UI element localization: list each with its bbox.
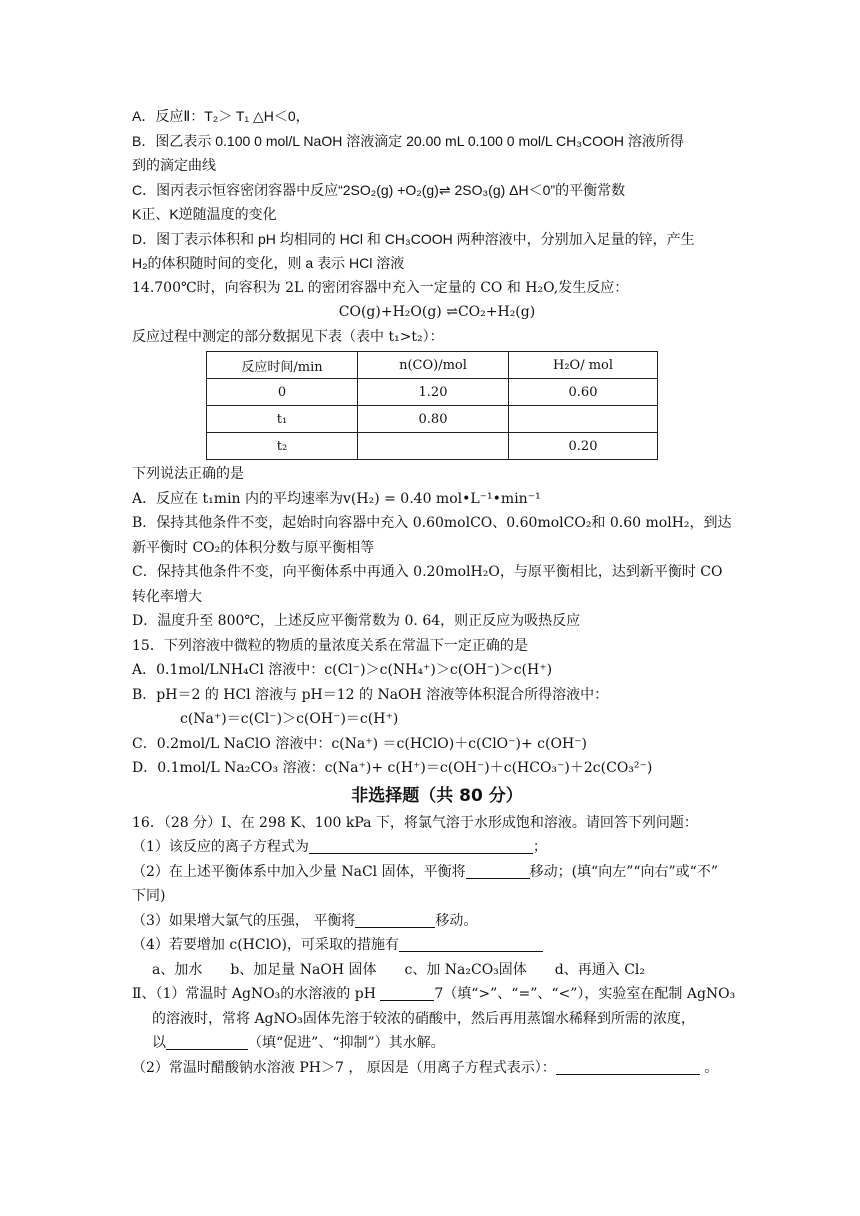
q13-option-c: C．图丙表示恒容密闭容器中反应“2SO₂(g) +O₂(g)⇌ 2SO₃(g) ΔH＜0”的平衡常数 — [132, 181, 626, 198]
q14-stem: 14.700℃时，向容积为 2L 的密闭容器中充入一定量的 CO 和 H₂O,发生反应： — [132, 279, 629, 296]
table-cell: t₂ — [207, 433, 358, 460]
q14-option-a: A．反应在 t₁min 内的平均速率为v(H₂) = 0.40 mol•L⁻¹•min⁻¹ — [132, 490, 541, 507]
q16-ii-part1-line3-text: 以 — [152, 1035, 166, 1051]
q16-part1 — [132, 835, 742, 860]
q14-equation: CO(g)+H₂O(g) ⇌CO₂+H₂(g) — [338, 304, 536, 320]
table-header-row — [207, 352, 658, 379]
q16-ii-part1-line3-end: （填“促进”、“抑制”）其水解。 — [248, 1035, 445, 1051]
q14-option-b: B．保持其他条件不变，起始时向容器中充入 0.60molCO、0.60molCO₂和 0.60 molH₂，到达 — [132, 515, 732, 531]
q16-ii-part2-end: 。 — [704, 1059, 719, 1076]
answer-blank[interactable] — [466, 864, 530, 879]
q13-option-a: A．反应Ⅱ：T₂＞ T₁ △H＜0， — [132, 108, 310, 124]
table-cell — [358, 433, 509, 460]
q14-data-table — [206, 351, 658, 460]
q14-option-d: D．温度升至 800℃，上述反应平衡常数为 0. 64，则正反应为吸热反应 — [132, 613, 581, 629]
q14-option-b-cont: 新平衡时 CO₂的体积分数与原平衡相等 — [132, 539, 375, 556]
q16-ii-part1-end: 7（填“>”、“=”、“<”），实验室在配制 AgNO₃ — [434, 986, 736, 1002]
q16-part4-text: （4）若要增加 c(HClO)，可采取的措施有 — [132, 937, 399, 953]
q16-part3-end: 移动。 — [435, 912, 478, 929]
q16-part2-end: 移动；(填“向左”“向右”或“不” — [529, 863, 718, 880]
table-header: H₂O/ mol — [509, 352, 658, 379]
table-row — [207, 433, 658, 460]
q13-option-b: B．图乙表示 0.100 0 mol/L NaOH 溶液滴定 20.00 mL 0.100 0 mol/L CH₃COOH 溶液所得 — [132, 132, 684, 149]
answer-blank[interactable] — [556, 1060, 700, 1075]
q16-ii-part1-text: Ⅱ、（1）常温时 AgNO₃的水溶液的 pH — [132, 986, 376, 1002]
table-header: n(CO)/mol — [358, 352, 509, 379]
q16-part4-options: a、加水 b、加足量 NaOH 固体 c、加 Na₂CO₃固体 d、再通入 Cl₂ — [152, 961, 646, 978]
q15-option-a: A．0.1mol/LNH₄Cl 溶液中：c(Cl⁻)＞c(NH₄⁺)＞c(OH⁻)＞c(H⁺) — [132, 662, 553, 678]
q16-part2 — [132, 860, 742, 885]
answer-blank[interactable] — [380, 986, 434, 1001]
q16-ii-part2-text: （2）常温时醋酸钠水溶液 PH＞7 ， 原因是（用离子方程式表示）： — [132, 1059, 556, 1076]
exam-page — [132, 104, 742, 1080]
q16-part3 — [132, 909, 742, 934]
q16-ii-part1-line2: 的溶液时，常将 AgNO₃固体先溶于较浓的硝酸中，然后再用蒸馏水稀释到所需的浓度， — [152, 1010, 695, 1027]
q13-option-d-cont: H₂的体积随时间的变化，则 a 表示 HCl 溶液 — [132, 255, 405, 271]
q16-intro: 16．（28 分）Ⅰ、在 298 K、100 kPa 下，将氯气溶于水形成饱和溶液。请回答下列问题： — [132, 814, 698, 831]
q16-ii-part1 — [132, 982, 742, 1007]
table-cell: 0.20 — [509, 433, 658, 460]
q16-ii-part1-line3 — [132, 1031, 742, 1056]
q16-part2-cont: 下同) — [132, 888, 166, 904]
q16-part1-end: ； — [532, 839, 547, 855]
answer-blank[interactable] — [166, 1035, 248, 1050]
q15-option-b-cont: c(Na⁺)＝c(Cl⁻)＞c(OH⁻)＝c(H⁺) — [180, 711, 399, 727]
q16-part1-text: （1）该反应的离子方程式为 — [132, 839, 309, 855]
q15-option-b: B．pH＝2 的 HCl 溶液与 pH＝12 的 NaOH 溶液等体积混合所得溶液中： — [132, 686, 609, 703]
table-row — [207, 379, 658, 406]
table-header: 反应时间/min — [207, 352, 358, 379]
q16-ii-part2 — [132, 1056, 742, 1081]
section-title: 非选择题（共 80 分） — [351, 785, 523, 806]
table-cell: 0.80 — [358, 406, 509, 433]
q15-stem: 15．下列溶液中微粒的物质的量浓度关系在常温下一定正确的是 — [132, 637, 528, 654]
table-cell: 1.20 — [358, 379, 509, 406]
q16-part4 — [132, 933, 742, 958]
q16-part3-text: （3）如果增大氯气的压强， 平衡将 — [132, 912, 356, 929]
table-row — [207, 406, 658, 433]
table-cell: t₁ — [207, 406, 358, 433]
q15-option-d: D．0.1mol/L Na₂CO₃ 溶液：c(Na⁺)+ c(H⁺)＝c(OH⁻)＋c(HCO₃⁻)＋2c(CO₃²⁻) — [132, 760, 653, 776]
answer-blank[interactable] — [309, 839, 533, 854]
q16-part2-text: （2）在上述平衡体系中加入少量 NaCl 固体，平衡将 — [132, 863, 466, 880]
q14-option-c-cont: 转化率增大 — [132, 588, 202, 605]
q14-question: 下列说法正确的是 — [132, 466, 244, 482]
q13-option-d: D．图丁表示体积和 pH 均相同的 HCl 和 CH₃COOH 两种溶液中，分别加入足量的锌，产生 — [132, 230, 695, 247]
answer-blank[interactable] — [355, 913, 435, 928]
table-cell: 0.60 — [509, 379, 658, 406]
table-cell — [509, 406, 658, 433]
q14-table-intro: 反应过程中测定的部分数据见下表（表中 t₁>t₂）： — [132, 328, 444, 345]
q13-option-b-cont: 到的滴定曲线 — [132, 157, 216, 173]
q13-option-c-cont: K正、K逆随温度的变化 — [132, 206, 277, 222]
q15-option-c: C．0.2mol/L NaClO 溶液中：c(Na⁺) ＝c(HClO)＋c(ClO⁻)+ c(OH⁻) — [132, 735, 588, 752]
answer-blank[interactable] — [399, 937, 543, 952]
q14-option-c: C．保持其他条件不变，向平衡体系中再通入 0.20molH₂O，与原平衡相比，达到新平衡时 CO — [132, 564, 723, 580]
table-cell: 0 — [207, 379, 358, 406]
